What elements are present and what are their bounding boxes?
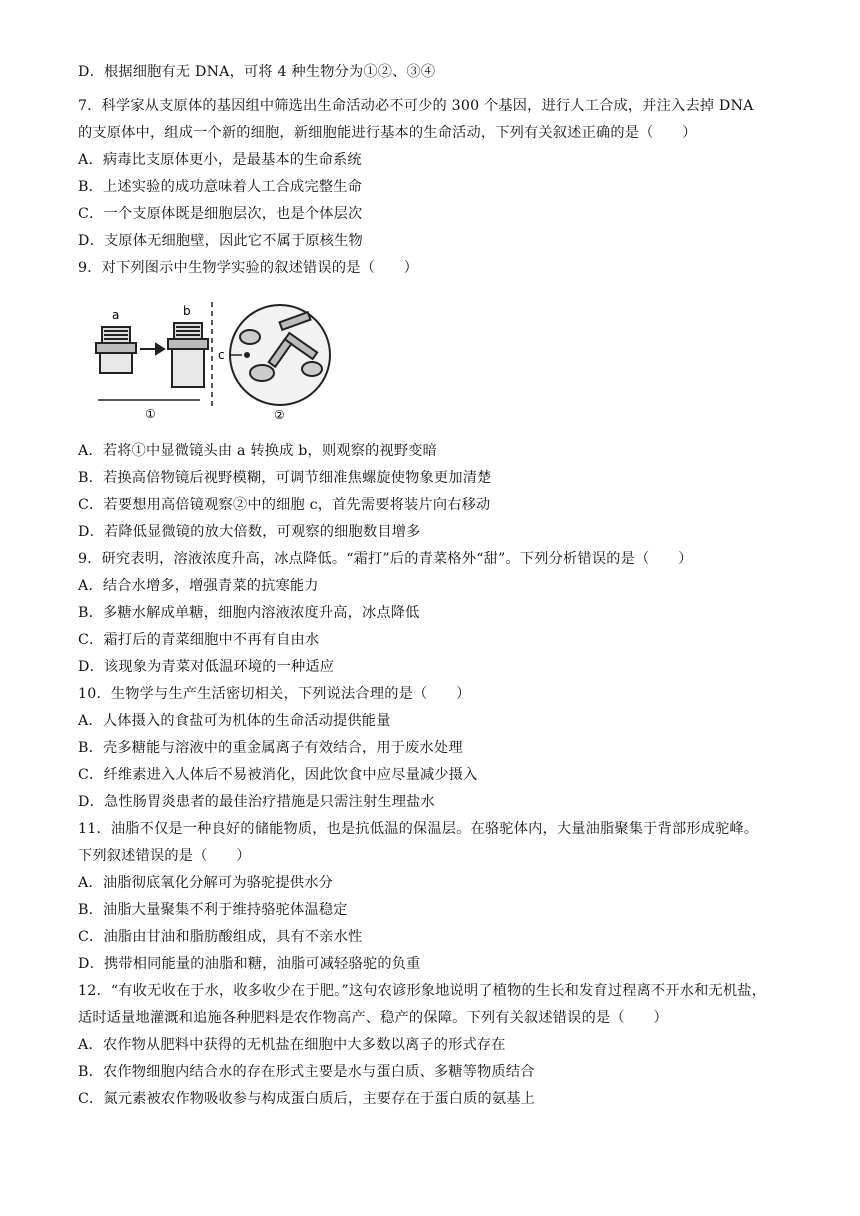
label-c: c	[218, 348, 225, 362]
label-b: b	[183, 304, 191, 318]
option-c: C．一个支原体既是细胞层次，也是个体层次	[78, 206, 363, 222]
text-line: D．根据细胞有无 DNA，可将 4 种生物分为①②、③④	[78, 64, 436, 80]
option-c: C．油脂由甘油和脂肪酸组成，具有不亲水性	[78, 929, 363, 945]
option-b: B．壳多糖能与溶液中的重金属离子有效结合，用于废水处理	[78, 740, 463, 756]
option-a: A．若将①中显微镜头由 a 转换成 b，则观察的视野变暗	[78, 443, 438, 459]
caption-1: ①	[145, 407, 156, 421]
objective-lens-a	[96, 327, 136, 373]
option-a: A．结合水增多，增强青菜的抗寒能力	[78, 578, 319, 594]
label-a: a	[112, 308, 120, 322]
option-d: D．该现象为青菜对低温环境的一种适应	[78, 659, 335, 675]
option-b: B．油脂大量聚集不利于维持骆驼体温稳定	[78, 902, 348, 918]
option-a: A．人体摄入的食盐可为机体的生命活动提供能量	[78, 713, 391, 729]
question-7-stem-cont: 的支原体中，组成一个新的细胞，新细胞能进行基本的生命活动，下列有关叙述正确的是（ ）	[78, 125, 697, 141]
question-10-stem: 10．生物学与生产生活密切相关，下列说法合理的是（ ）	[78, 686, 471, 702]
option-b: B．上述实验的成功意味着人工合成完整生命	[78, 179, 362, 195]
question-12-stem-cont: 适时适量地灌溉和追施各种肥料是农作物高产、稳产的保障。下列有关叙述错误的是（ ）	[78, 1010, 668, 1026]
question-9-stem: 9．对下列图示中生物学实验的叙述错误的是（ ）	[78, 260, 419, 276]
question-11-stem-cont: 下列叙述错误的是（ ）	[78, 848, 251, 864]
option-c: C．霜打后的青菜细胞中不再有自由水	[78, 632, 320, 648]
microscope-figure	[90, 297, 350, 422]
option-b: B．农作物细胞内结合水的存在形式主要是水与蛋白质、多糖等物质结合	[78, 1064, 535, 1080]
question-7-stem: 7．科学家从支原体的基因组中筛选出生命活动必不可少的 300 个基因，进行人工合成，并注入去掉 DNA	[78, 98, 754, 114]
field-of-view	[230, 305, 330, 405]
option-c: C．氮元素被农作物吸收参与构成蛋白质后，主要存在于蛋白质的氨基上	[78, 1091, 536, 1107]
option-a: A．农作物从肥料中获得的无机盐在细胞中大多数以离子的形式存在	[78, 1037, 506, 1053]
option-c: C．若要想用高倍镜观察②中的细胞 c，首先需要将装片向右移动	[78, 497, 491, 513]
option-c: C．纤维素进入人体后不易被消化，因此饮食中应尽量减少摄入	[78, 767, 478, 783]
question-11-stem: 11．油脂不仅是一种良好的储能物质，也是抗低温的保温层。在骆驼体内，大量油脂聚集于背部形成驼峰。	[78, 821, 759, 837]
arrow-icon	[140, 344, 164, 354]
objective-lens-b	[168, 323, 208, 387]
caption-2: ②	[274, 408, 285, 422]
option-d: D．若降低显微镜的放大倍数，可观察的细胞数目增多	[78, 524, 421, 540]
question-9b-stem: 9．研究表明，溶液浓度升高，冰点降低。“霜打”后的青菜格外“甜”。下列分析错误的是（ ）	[78, 551, 693, 567]
question-12-stem: 12．“有收无收在于水，收多收少在于肥。”这句农谚形象地说明了植物的生长和发育过程离不开水和无机盐，	[78, 983, 767, 999]
option-a: A．油脂彻底氧化分解可为骆驼提供水分	[78, 875, 334, 891]
option-d: D．支原体无细胞壁，因此它不属于原核生物	[78, 233, 363, 249]
option-b: B．多糖水解成单糖，细胞内溶液浓度升高，冰点降低	[78, 605, 420, 621]
option-d: D．携带相同能量的油脂和糖，油脂可减轻骆驼的负重	[78, 956, 421, 972]
option-b: B．若换高倍物镜后视野模糊，可调节细准焦螺旋使物象更加清楚	[78, 470, 492, 486]
option-d: D．急性肠胃炎患者的最佳治疗措施是只需注射生理盐水	[78, 794, 435, 810]
option-a: A．病毒比支原体更小，是最基本的生命系统	[78, 152, 362, 168]
